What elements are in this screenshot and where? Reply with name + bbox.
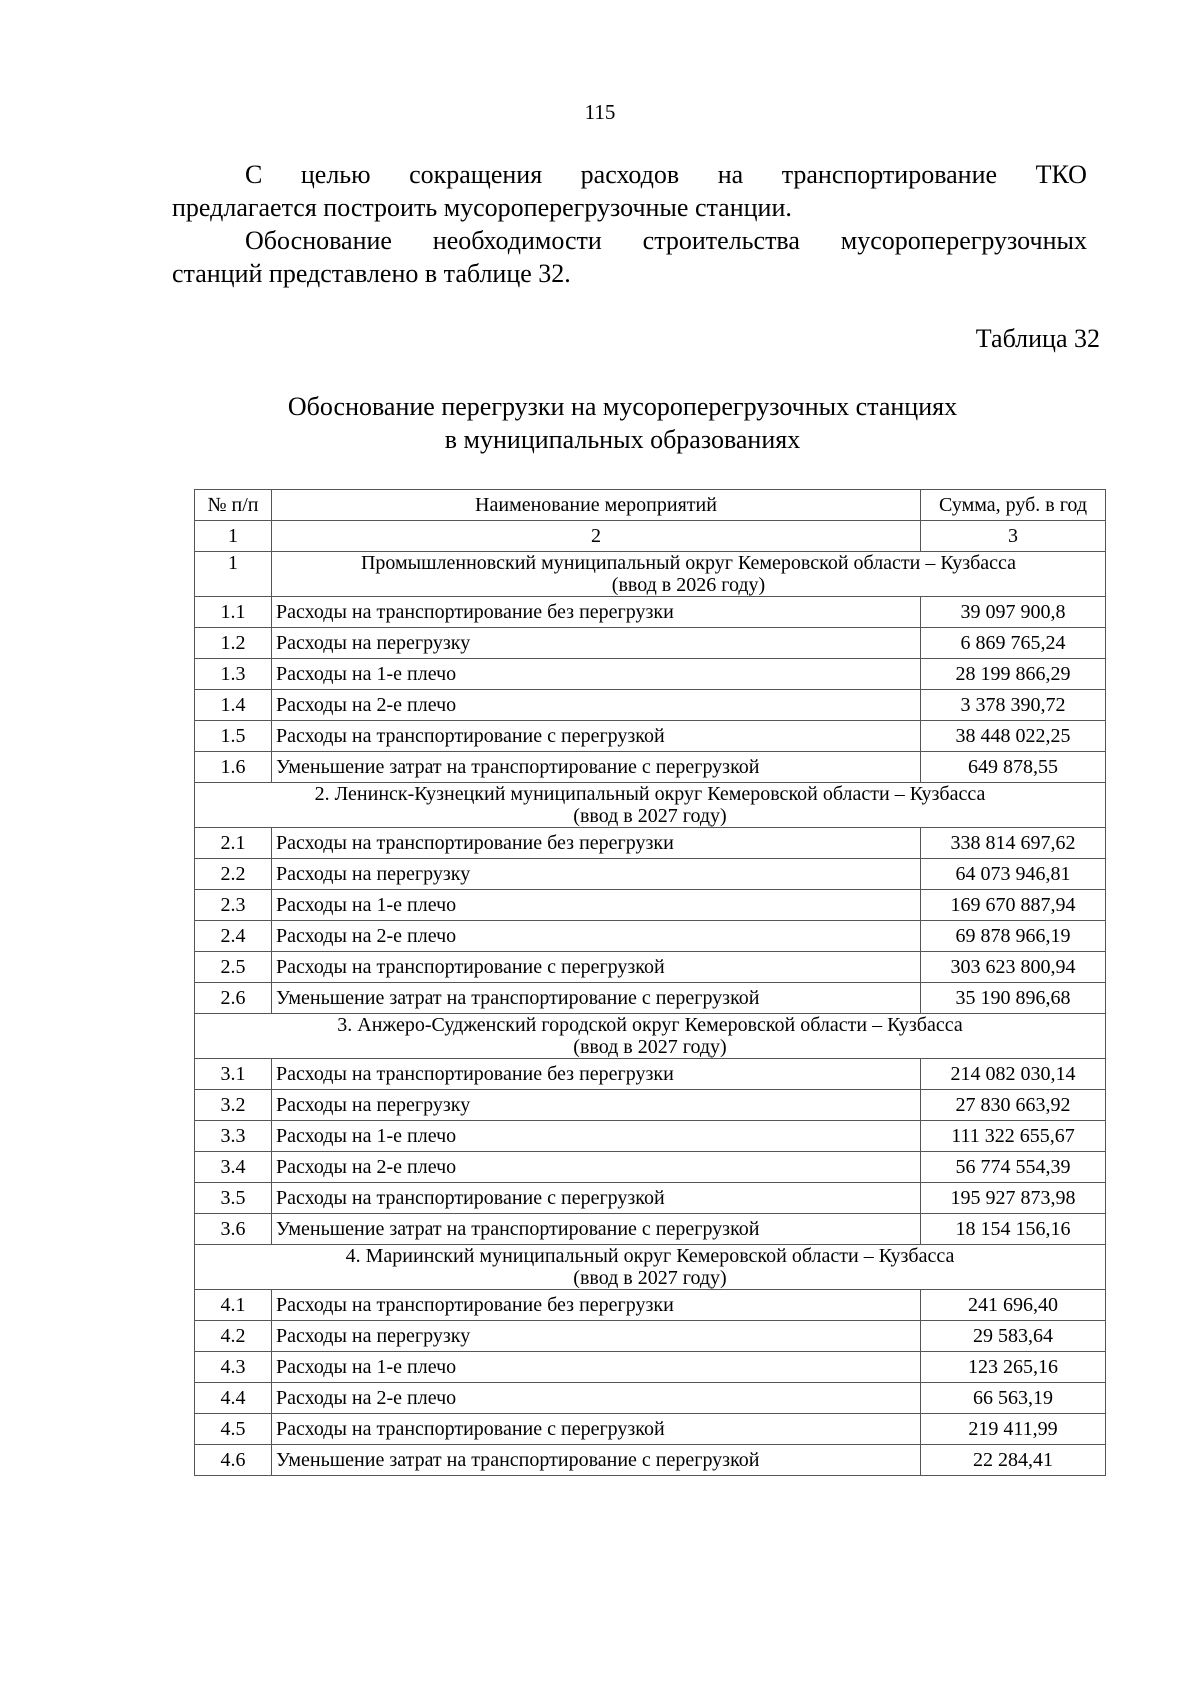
row-number: 3.1 xyxy=(195,1059,272,1090)
word: на xyxy=(717,160,744,189)
row-number: 3.2 xyxy=(195,1090,272,1121)
word: ТКО xyxy=(1035,160,1087,189)
row-number: 2.4 xyxy=(195,921,272,952)
table-row xyxy=(195,597,1106,628)
row-name: Расходы на 1-е плечо xyxy=(272,890,921,921)
row-sum: 303 623 800,94 xyxy=(921,952,1106,983)
table-row xyxy=(195,1445,1106,1476)
group-title-text: Промышленновский муниципальный округ Кемеровской области – Кузбасса xyxy=(360,552,1017,574)
row-number: 4.2 xyxy=(195,1321,272,1352)
table-row xyxy=(195,1059,1106,1090)
row-number: 1.2 xyxy=(195,628,272,659)
group-subtitle-text: (ввод в 2027 году) xyxy=(573,1036,727,1058)
table-row xyxy=(195,952,1106,983)
row-sum: 123 265,16 xyxy=(921,1352,1106,1383)
row-sum: 22 284,41 xyxy=(921,1445,1106,1476)
table-row xyxy=(195,1321,1106,1352)
row-name: Расходы на 2-е плечо xyxy=(272,690,921,721)
row-sum: 338 814 697,62 xyxy=(921,828,1106,859)
table-row xyxy=(195,890,1106,921)
row-number: 4.4 xyxy=(195,1383,272,1414)
cost-table xyxy=(194,489,1106,1476)
column-number: 1 xyxy=(195,521,272,552)
table-row xyxy=(195,690,1106,721)
group-title-text: 4. Мариинский муниципальный округ Кемеровской области – Кузбасса xyxy=(345,1245,955,1267)
group-header-row xyxy=(195,1245,1106,1290)
row-sum: 29 583,64 xyxy=(921,1321,1106,1352)
row-name: Расходы на 2-е плечо xyxy=(272,1152,921,1183)
row-sum: 56 774 554,39 xyxy=(921,1152,1106,1183)
group-header-row xyxy=(195,552,1106,597)
table-title-line-1: Обоснование перегрузки на мусороперегрузочных станциях xyxy=(287,392,958,421)
row-sum: 39 097 900,8 xyxy=(921,597,1106,628)
row-number: 2.3 xyxy=(195,890,272,921)
row-number: 4.1 xyxy=(195,1290,272,1321)
table-row xyxy=(195,1414,1106,1445)
table-row xyxy=(195,1152,1106,1183)
row-name: Расходы на транспортирование с перегрузкой xyxy=(272,1183,921,1214)
group-subtitle-text: (ввод в 2027 году) xyxy=(573,805,727,827)
table-row xyxy=(195,721,1106,752)
justification-paragraph-line-2: станций представлено в таблице 32. xyxy=(172,259,571,288)
row-name: Расходы на 2-е плечо xyxy=(272,1383,921,1414)
group-title xyxy=(195,783,1106,828)
row-name: Расходы на транспортирование без перегрузки xyxy=(272,1290,921,1321)
row-name: Расходы на перегрузку xyxy=(272,628,921,659)
table-label: Таблица 32 xyxy=(975,324,1100,353)
row-sum: 28 199 866,29 xyxy=(921,659,1106,690)
group-title-text: 3. Анжеро-Судженский городской округ Кемеровской области – Кузбасса xyxy=(337,1014,963,1036)
row-number: 1.5 xyxy=(195,721,272,752)
word: С xyxy=(245,160,263,189)
column-number-row xyxy=(195,521,1106,552)
row-sum: 27 830 663,92 xyxy=(921,1090,1106,1121)
row-sum: 38 448 022,25 xyxy=(921,721,1106,752)
row-number: 3.6 xyxy=(195,1214,272,1245)
table-row xyxy=(195,1090,1106,1121)
group-number: 1 xyxy=(195,552,272,597)
row-name: Расходы на транспортирование с перегрузкой xyxy=(272,1414,921,1445)
row-number: 1.1 xyxy=(195,597,272,628)
row-number: 2.6 xyxy=(195,983,272,1014)
row-sum: 195 927 873,98 xyxy=(921,1183,1106,1214)
table-header-row xyxy=(195,490,1106,521)
column-number: 2 xyxy=(272,521,921,552)
header-num: № п/п xyxy=(195,490,272,521)
row-number: 1.6 xyxy=(195,752,272,783)
table-row xyxy=(195,921,1106,952)
word: расходов xyxy=(580,160,680,189)
header-name: Наименование мероприятий xyxy=(272,490,921,521)
row-number: 2.2 xyxy=(195,859,272,890)
word: Обоснование xyxy=(245,226,392,255)
table-row xyxy=(195,752,1106,783)
group-header-row xyxy=(195,783,1106,828)
table-row xyxy=(195,1290,1106,1321)
table-body xyxy=(195,552,1106,1476)
table-title xyxy=(0,390,1200,456)
row-number: 4.5 xyxy=(195,1414,272,1445)
row-name: Расходы на транспортирование без перегрузки xyxy=(272,597,921,628)
row-name: Уменьшение затрат на транспортирование с перегрузкой xyxy=(272,752,921,783)
page-number: 115 xyxy=(584,100,616,124)
group-title xyxy=(195,1245,1106,1290)
group-subtitle-text: (ввод в 2027 году) xyxy=(573,1267,727,1289)
row-sum: 214 082 030,14 xyxy=(921,1059,1106,1090)
row-name: Расходы на 2-е плечо xyxy=(272,921,921,952)
row-name: Уменьшение затрат на транспортирование с перегрузкой xyxy=(272,1445,921,1476)
justification-paragraph-line-1 xyxy=(172,224,1087,257)
header-sum: Сумма, руб. в год xyxy=(921,490,1106,521)
row-number: 3.3 xyxy=(195,1121,272,1152)
table-row xyxy=(195,1214,1106,1245)
row-number: 1.4 xyxy=(195,690,272,721)
row-sum: 35 190 896,68 xyxy=(921,983,1106,1014)
row-number: 4.6 xyxy=(195,1445,272,1476)
row-name: Расходы на транспортирование без перегрузки xyxy=(272,1059,921,1090)
intro-paragraph xyxy=(172,158,1087,224)
table-row xyxy=(195,1352,1106,1383)
row-name: Уменьшение затрат на транспортирование с перегрузкой xyxy=(272,1214,921,1245)
row-sum: 69 878 966,19 xyxy=(921,921,1106,952)
row-name: Расходы на перегрузку xyxy=(272,859,921,890)
row-sum: 649 878,55 xyxy=(921,752,1106,783)
group-title xyxy=(272,552,1106,597)
intro-paragraph-line-2: предлагается построить мусороперегрузочные станции. xyxy=(172,193,792,222)
group-header-row xyxy=(195,1014,1106,1059)
row-sum: 111 322 655,67 xyxy=(921,1121,1106,1152)
group-title xyxy=(195,1014,1106,1059)
row-name: Расходы на 1-е плечо xyxy=(272,1352,921,1383)
word: целью xyxy=(300,160,371,189)
row-number: 1.3 xyxy=(195,659,272,690)
row-name: Расходы на перегрузку xyxy=(272,1321,921,1352)
row-name: Расходы на транспортирование без перегрузки xyxy=(272,828,921,859)
row-sum: 6 869 765,24 xyxy=(921,628,1106,659)
table-row xyxy=(195,628,1106,659)
row-name: Уменьшение затрат на транспортирование с перегрузкой xyxy=(272,983,921,1014)
row-number: 3.4 xyxy=(195,1152,272,1183)
row-sum: 18 154 156,16 xyxy=(921,1214,1106,1245)
row-sum: 241 696,40 xyxy=(921,1290,1106,1321)
table-row xyxy=(195,983,1106,1014)
table-title-line-2: в муниципальных образованиях xyxy=(444,425,801,454)
row-name: Расходы на транспортирование с перегрузкой xyxy=(272,721,921,752)
group-title-text: 2. Ленинск-Кузнецкий муниципальный округ Кемеровской области – Кузбасса xyxy=(314,783,986,805)
table-row xyxy=(195,828,1106,859)
row-sum: 3 378 390,72 xyxy=(921,690,1106,721)
row-name: Расходы на 1-е плечо xyxy=(272,659,921,690)
table-row xyxy=(195,659,1106,690)
column-number: 3 xyxy=(921,521,1106,552)
row-number: 3.5 xyxy=(195,1183,272,1214)
word: транспортирование xyxy=(781,160,998,189)
row-number: 4.3 xyxy=(195,1352,272,1383)
table-row xyxy=(195,1383,1106,1414)
table-row xyxy=(195,859,1106,890)
word: сокращения xyxy=(409,160,543,189)
table-row xyxy=(195,1121,1106,1152)
row-name: Расходы на транспортирование с перегрузкой xyxy=(272,952,921,983)
row-name: Расходы на 1-е плечо xyxy=(272,1121,921,1152)
row-sum: 64 073 946,81 xyxy=(921,859,1106,890)
table-row xyxy=(195,1183,1106,1214)
row-sum: 169 670 887,94 xyxy=(921,890,1106,921)
row-number: 2.5 xyxy=(195,952,272,983)
word: строительства xyxy=(642,226,800,255)
word: мусороперегрузочных xyxy=(840,226,1087,255)
word: необходимости xyxy=(432,226,602,255)
row-name: Расходы на перегрузку xyxy=(272,1090,921,1121)
row-number: 2.1 xyxy=(195,828,272,859)
row-sum: 219 411,99 xyxy=(921,1414,1106,1445)
intro-paragraph-line-1 xyxy=(172,158,1087,191)
justification-paragraph xyxy=(172,224,1087,290)
row-sum: 66 563,19 xyxy=(921,1383,1106,1414)
group-subtitle-text: (ввод в 2026 году) xyxy=(611,574,766,596)
